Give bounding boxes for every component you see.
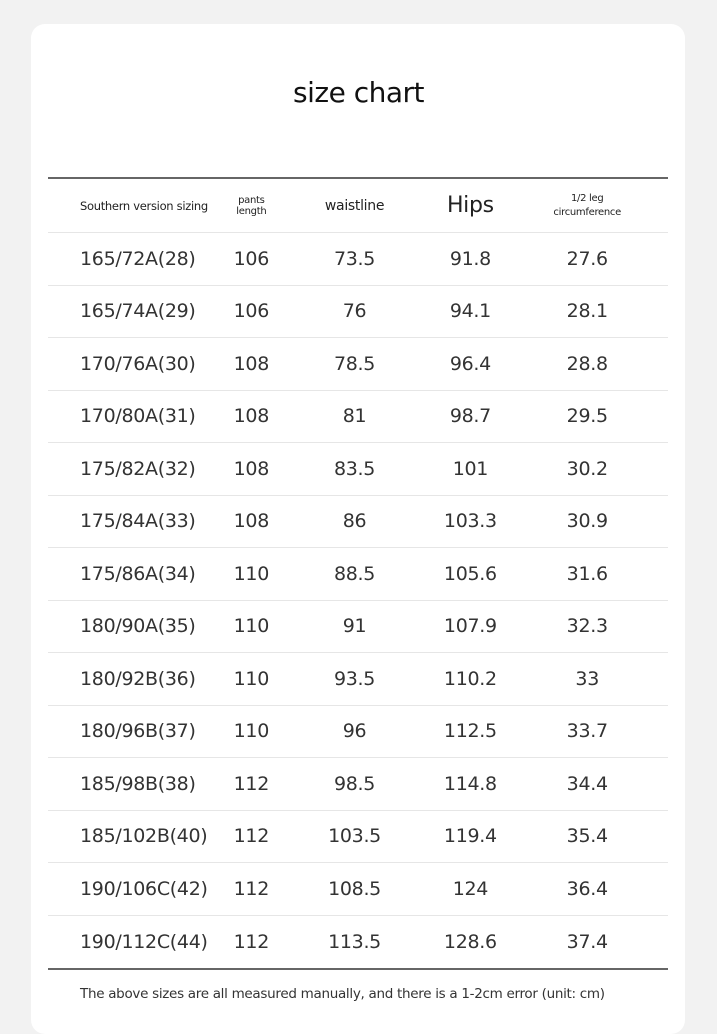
cell-sizing: 180/92B(36)	[80, 667, 196, 690]
cell-pants-length: 112	[233, 877, 270, 900]
cell-sizing: 170/80A(31)	[80, 405, 196, 428]
cell-waistline: 96	[342, 720, 367, 743]
table-row	[48, 338, 668, 391]
cell-sizing: 185/98B(38)	[80, 772, 196, 795]
table-row	[48, 548, 668, 601]
cell-waistline: 103.5	[328, 825, 381, 848]
cell-hips: 98.7	[449, 405, 491, 428]
cell-leg-circumference: 36.4	[566, 877, 608, 900]
cell-leg-circumference: 27.6	[566, 247, 608, 270]
cell-leg-circumference: 33.7	[566, 720, 608, 743]
cell-waistline: 93.5	[333, 667, 376, 690]
table-row	[48, 233, 668, 286]
cell-waistline: 108.5	[328, 877, 381, 900]
cell-sizing: 180/90A(35)	[80, 615, 196, 638]
cell-leg-circumference: 37.4	[566, 930, 608, 953]
table-row	[48, 601, 668, 654]
cell-pants-length: 112	[233, 825, 270, 848]
table-header-row	[48, 179, 668, 233]
cell-sizing: 175/84A(33)	[80, 510, 196, 533]
cell-leg-circumference: 33	[575, 667, 599, 690]
cell-pants-length: 108	[233, 352, 270, 375]
size-table	[48, 177, 668, 970]
cell-hips: 110.2	[443, 667, 497, 690]
header-hips: Hips	[446, 193, 494, 218]
table-row	[48, 706, 668, 759]
table-row	[48, 496, 668, 549]
cell-pants-length: 108	[233, 405, 270, 428]
cell-sizing: 190/106C(42)	[80, 877, 208, 900]
cell-waistline: 73.5	[333, 247, 376, 270]
cell-leg-circumference: 28.8	[566, 352, 608, 375]
cell-waistline: 78.5	[333, 352, 376, 375]
cell-leg-circumference: 31.6	[566, 562, 608, 585]
header-sizing: Southern version sizing	[80, 198, 208, 213]
table-row	[48, 443, 668, 496]
cell-pants-length: 110	[233, 562, 270, 585]
cell-waistline: 81	[342, 405, 367, 428]
cell-pants-length: 110	[233, 720, 270, 743]
cell-pants-length: 106	[233, 247, 270, 270]
table-bottom-rule	[48, 968, 668, 970]
cell-sizing: 190/112C(44)	[80, 930, 208, 953]
cell-waistline: 83.5	[333, 457, 376, 480]
header-pants-length: pants length	[236, 194, 267, 217]
cell-waistline: 86	[342, 510, 367, 533]
cell-leg-circumference: 34.4	[566, 772, 608, 795]
header-waistline: waistline	[324, 197, 385, 214]
table-row	[48, 758, 668, 811]
cell-sizing: 165/74A(29)	[80, 300, 196, 323]
cell-pants-length: 108	[233, 510, 270, 533]
cell-pants-length: 110	[233, 667, 270, 690]
header-leg-circumference: 1/2 leg circumference	[553, 192, 621, 218]
cell-leg-circumference: 30.9	[566, 510, 608, 533]
cell-hips: 114.8	[443, 772, 497, 795]
cell-hips: 119.4	[443, 825, 497, 848]
cell-sizing: 180/96B(37)	[80, 720, 196, 743]
cell-pants-length: 110	[233, 615, 270, 638]
table-row	[48, 391, 668, 444]
cell-leg-circumference: 28.1	[566, 300, 608, 323]
cell-hips: 112.5	[443, 720, 497, 743]
cell-hips: 103.3	[443, 510, 497, 533]
cell-waistline: 113.5	[328, 930, 381, 953]
cell-hips: 124	[452, 877, 489, 900]
table-row	[48, 863, 668, 916]
table-row	[48, 916, 668, 969]
cell-hips: 107.9	[443, 615, 497, 638]
footnote: The above sizes are all measured manually, and there is a 1-2cm error (unit: cm)	[80, 986, 605, 1002]
cell-hips: 94.1	[449, 300, 491, 323]
cell-sizing: 175/86A(34)	[80, 562, 196, 585]
table-body	[48, 233, 668, 968]
cell-leg-circumference: 32.3	[566, 615, 608, 638]
cell-waistline: 98.5	[333, 772, 376, 795]
cell-pants-length: 106	[233, 300, 270, 323]
cell-leg-circumference: 30.2	[566, 457, 608, 480]
table-row	[48, 653, 668, 706]
cell-sizing: 165/72A(28)	[80, 247, 196, 270]
cell-hips: 96.4	[449, 352, 491, 375]
cell-waistline: 91	[342, 615, 367, 638]
cell-leg-circumference: 35.4	[566, 825, 608, 848]
cell-waistline: 88.5	[333, 562, 376, 585]
cell-hips: 91.8	[449, 247, 491, 270]
cell-waistline: 76	[342, 300, 367, 323]
cell-pants-length: 108	[233, 457, 270, 480]
cell-hips: 128.6	[443, 930, 497, 953]
cell-leg-circumference: 29.5	[566, 405, 608, 428]
cell-pants-length: 112	[233, 930, 270, 953]
cell-sizing: 175/82A(32)	[80, 457, 196, 480]
cell-sizing: 170/76A(30)	[80, 352, 196, 375]
table-row	[48, 811, 668, 864]
table-row	[48, 286, 668, 339]
cell-pants-length: 112	[233, 772, 270, 795]
page-title: size chart	[293, 76, 424, 109]
cell-hips: 101	[452, 457, 489, 480]
cell-hips: 105.6	[443, 562, 497, 585]
cell-sizing: 185/102B(40)	[80, 825, 208, 848]
